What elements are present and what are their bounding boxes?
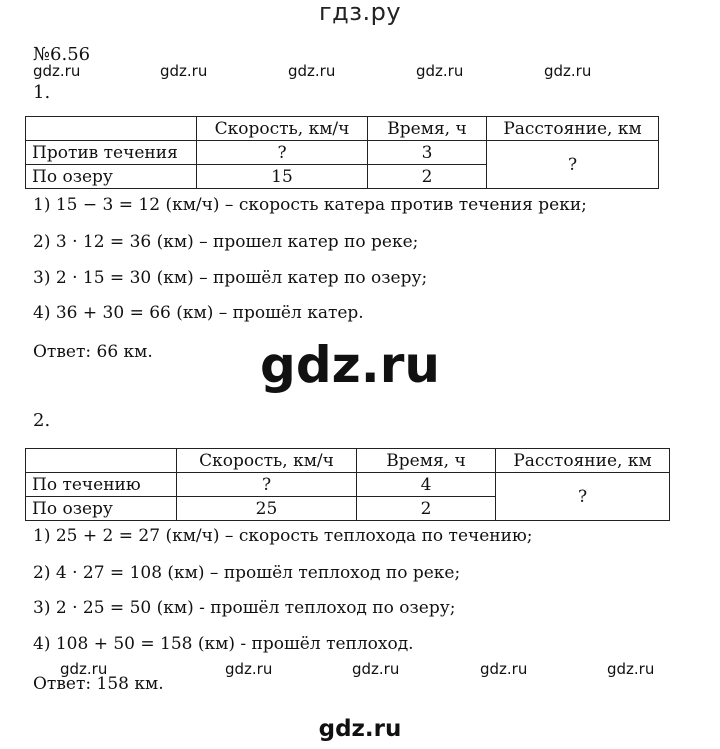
solution-step: 1) 25 + 2 = 27 (км/ч) – скорость теплохода по течению; <box>33 526 533 546</box>
watermark: gdz.ru <box>33 62 81 80</box>
watermark: gdz.ru <box>607 660 655 678</box>
row-time: 3 <box>368 141 487 165</box>
table-header-time: Время, ч <box>357 449 496 473</box>
watermark: gdz.ru <box>60 660 108 678</box>
site-title: гдз.ру <box>318 0 402 26</box>
solution-step: 3) 2 · 25 = 50 (км) - прошёл теплоход по озеру; <box>33 598 456 618</box>
row-distance: ? <box>496 473 670 521</box>
row-time: 2 <box>368 165 487 189</box>
row-speed: 15 <box>197 165 368 189</box>
solution-step: 2) 3 · 12 = 36 (км) – прошел катер по реке; <box>33 232 419 252</box>
watermark: gdz.ru <box>416 62 464 80</box>
row-name: По озеру <box>26 165 197 189</box>
solution-step: 1) 15 − 3 = 12 (км/ч) – скорость катера против течения реки; <box>33 195 587 215</box>
answer: Ответ: 66 км. <box>33 342 153 362</box>
part-1-table <box>25 116 659 189</box>
table-header-time: Время, ч <box>368 117 487 141</box>
part-2-table <box>25 448 670 521</box>
table-header-speed: Скорость, км/ч <box>197 117 368 141</box>
table-header-empty <box>26 117 197 141</box>
watermark: gdz.ru <box>288 62 336 80</box>
row-speed: ? <box>177 473 357 497</box>
table-header-row <box>26 449 670 473</box>
watermark: gdz.ru <box>544 62 592 80</box>
table-header-empty <box>26 449 177 473</box>
row-name: По течению <box>26 473 177 497</box>
solution-step: 4) 36 + 30 = 66 (км) – прошёл катер. <box>33 303 364 323</box>
table-row <box>26 141 659 165</box>
row-time: 4 <box>357 473 496 497</box>
table-header-distance: Расстояние, км <box>487 117 659 141</box>
answer: Ответ: 158 км. <box>33 674 164 694</box>
row-name: По озеру <box>26 497 177 521</box>
solution-step: 2) 4 · 27 = 108 (км) – прошёл теплоход по реке; <box>33 563 461 583</box>
row-speed: 25 <box>177 497 357 521</box>
table-header-distance: Расстояние, км <box>496 449 670 473</box>
row-name: Против течения <box>26 141 197 165</box>
part-1-label: 1. <box>33 82 51 103</box>
table-header-row <box>26 117 659 141</box>
watermark-large: gdz.ru <box>260 336 440 394</box>
table-row <box>26 473 670 497</box>
solution-step: 3) 2 · 15 = 30 (км) – прошёл катер по озеру; <box>33 268 428 288</box>
watermark-bottom: gdz.ru <box>318 716 402 742</box>
problem-number: №6.56 <box>33 44 91 65</box>
row-distance: ? <box>487 141 659 189</box>
solution-step: 4) 108 + 50 = 158 (км) - прошёл теплоход. <box>33 634 414 654</box>
part-2-label: 2. <box>33 410 51 431</box>
table-header-speed: Скорость, км/ч <box>177 449 357 473</box>
row-time: 2 <box>357 497 496 521</box>
watermark: gdz.ru <box>480 660 528 678</box>
watermark: gdz.ru <box>225 660 273 678</box>
watermark: gdz.ru <box>160 62 208 80</box>
row-speed: ? <box>197 141 368 165</box>
watermark: gdz.ru <box>352 660 400 678</box>
